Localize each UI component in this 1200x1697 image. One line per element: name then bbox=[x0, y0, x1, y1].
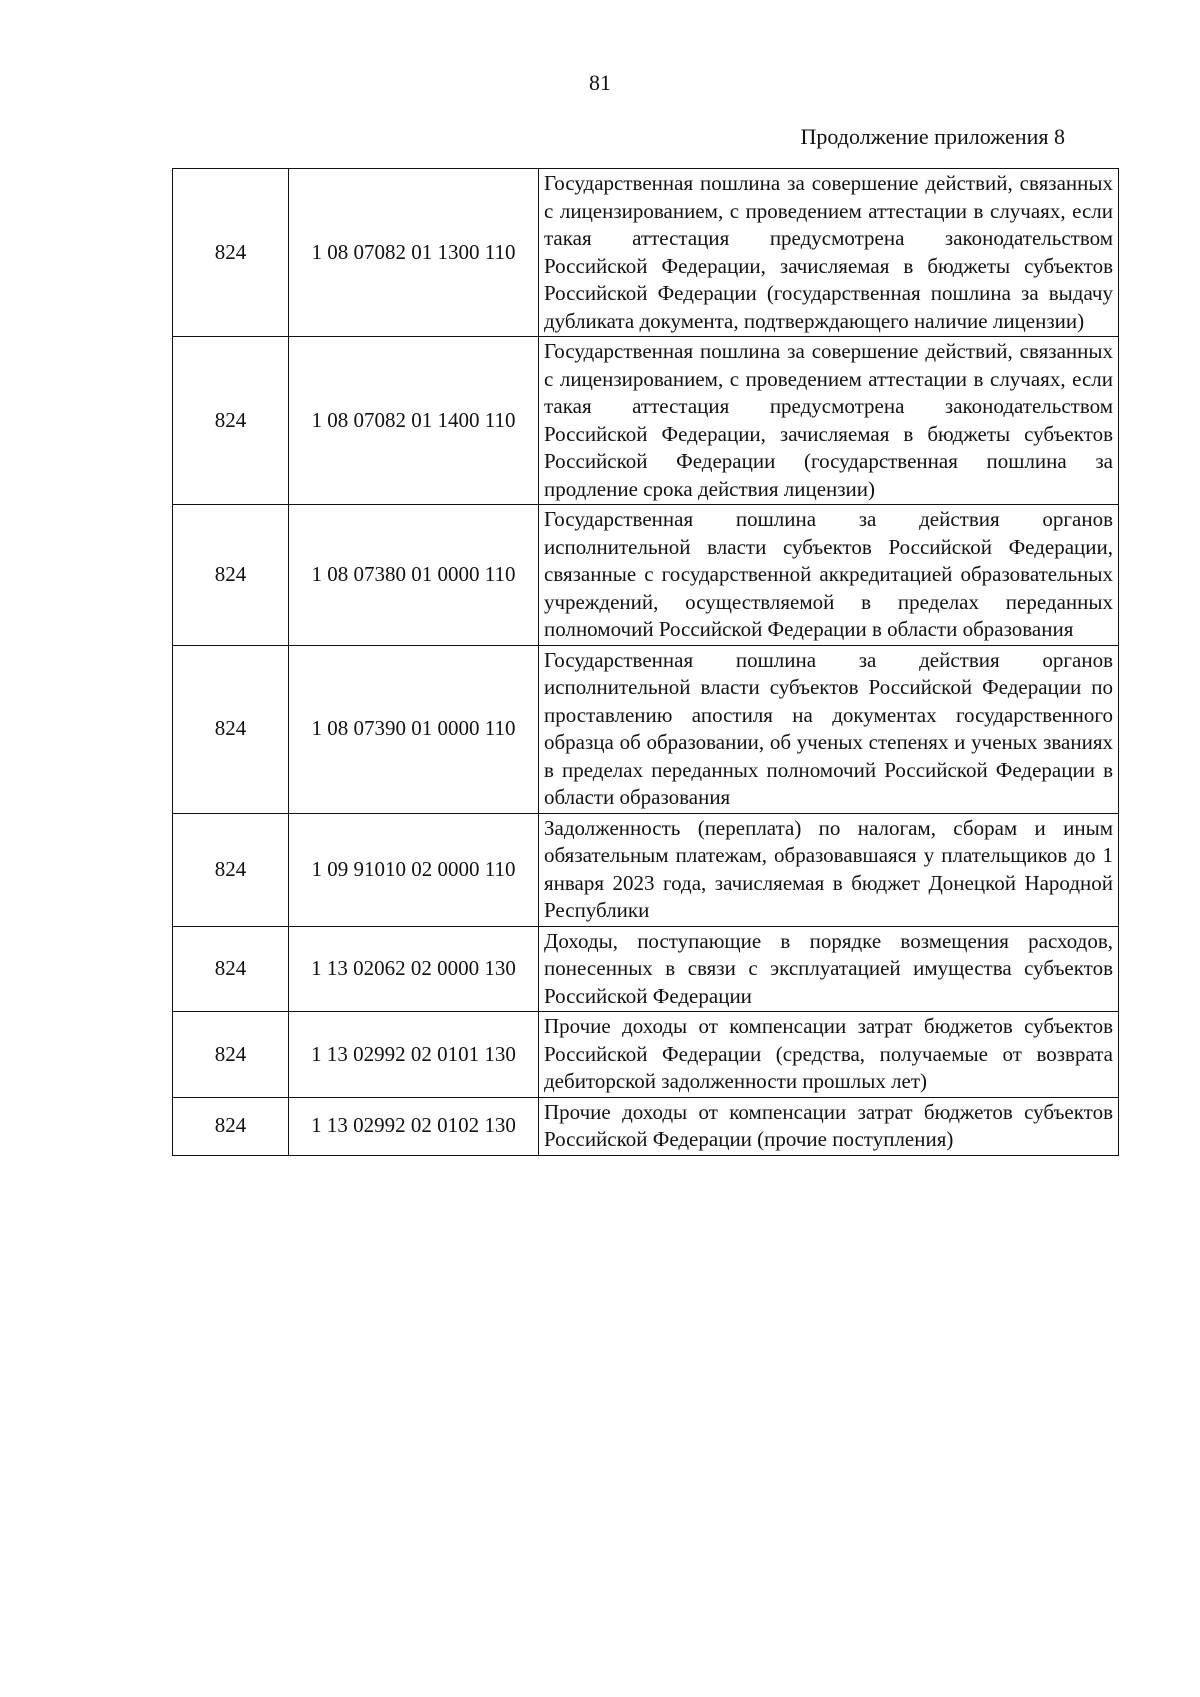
table-row bbox=[173, 337, 1119, 505]
page-number: 81 bbox=[589, 70, 611, 95]
continuation-label: Продолжение приложения 8 bbox=[800, 124, 1065, 149]
table-row bbox=[173, 645, 1119, 813]
admin-code-cell: 824 bbox=[173, 645, 289, 813]
description-cell: Государственная пошлина за действия органов исполнительной власти субъектов Российской Федерации, связанные с государственной аккредитацией образовательных учреждений, осуществляемой в пределах переданных полномочий Российской Федерации в области образования bbox=[539, 505, 1119, 646]
admin-code-cell: 824 bbox=[173, 813, 289, 926]
budget-codes-table bbox=[172, 168, 1119, 1156]
budget-code-cell: 1 08 07082 01 1400 110 bbox=[289, 337, 539, 505]
table-row bbox=[173, 1097, 1119, 1155]
table-row bbox=[173, 505, 1119, 646]
budget-code-cell: 1 13 02992 02 0101 130 bbox=[289, 1012, 539, 1098]
admin-code-cell: 824 bbox=[173, 169, 289, 337]
description-cell: Доходы, поступающие в порядке возмещения расходов, понесенных в связи с эксплуатацией имущества субъектов Российской Федерации bbox=[539, 926, 1119, 1012]
admin-code-cell: 824 bbox=[173, 926, 289, 1012]
budget-code-cell: 1 08 07380 01 0000 110 bbox=[289, 505, 539, 646]
table-row bbox=[173, 1012, 1119, 1098]
description-cell: Прочие доходы от компенсации затрат бюджетов субъектов Российской Федерации (прочие поступления) bbox=[539, 1097, 1119, 1155]
description-cell: Государственная пошлина за совершение действий, связанных с лицензированием, с проведением аттестации в случаях, если такая аттестация предусмотрена законодательством Российской Федерации, зачисляемая в бюджеты субъектов Российской Федерации (государственная пошлина за продление срока действия лицензии) bbox=[539, 337, 1119, 505]
description-cell: Государственная пошлина за действия органов исполнительной власти субъектов Российской Федерации по проставлению апостиля на документах государственного образца об образовании, об ученых степенях и ученых званиях в пределах переданных полномочий Российской Федерации в области образования bbox=[539, 645, 1119, 813]
table-row bbox=[173, 926, 1119, 1012]
budget-code-cell: 1 08 07082 01 1300 110 bbox=[289, 169, 539, 337]
budget-code-cell: 1 13 02992 02 0102 130 bbox=[289, 1097, 539, 1155]
admin-code-cell: 824 bbox=[173, 337, 289, 505]
description-cell: Прочие доходы от компенсации затрат бюджетов субъектов Российской Федерации (средства, получаемые от возврата дебиторской задолженности прошлых лет) bbox=[539, 1012, 1119, 1098]
description-cell: Задолженность (переплата) по налогам, сборам и иным обязательным платежам, образовавшаяся у плательщиков до 1 января 2023 года, зачисляемая в бюджет Донецкой Народной Республики bbox=[539, 813, 1119, 926]
table-row bbox=[173, 169, 1119, 337]
budget-code-cell: 1 13 02062 02 0000 130 bbox=[289, 926, 539, 1012]
budget-code-cell: 1 09 91010 02 0000 110 bbox=[289, 813, 539, 926]
description-cell: Государственная пошлина за совершение действий, связанных с лицензированием, с проведением аттестации в случаях, если такая аттестация предусмотрена законодательством Российской Федерации, зачисляемая в бюджеты субъектов Российской Федерации (государственная пошлина за выдачу дубликата документа, подтверждающего наличие лицензии) bbox=[539, 169, 1119, 337]
budget-code-cell: 1 08 07390 01 0000 110 bbox=[289, 645, 539, 813]
admin-code-cell: 824 bbox=[173, 1012, 289, 1098]
admin-code-cell: 824 bbox=[173, 1097, 289, 1155]
admin-code-cell: 824 bbox=[173, 505, 289, 646]
table-row bbox=[173, 813, 1119, 926]
